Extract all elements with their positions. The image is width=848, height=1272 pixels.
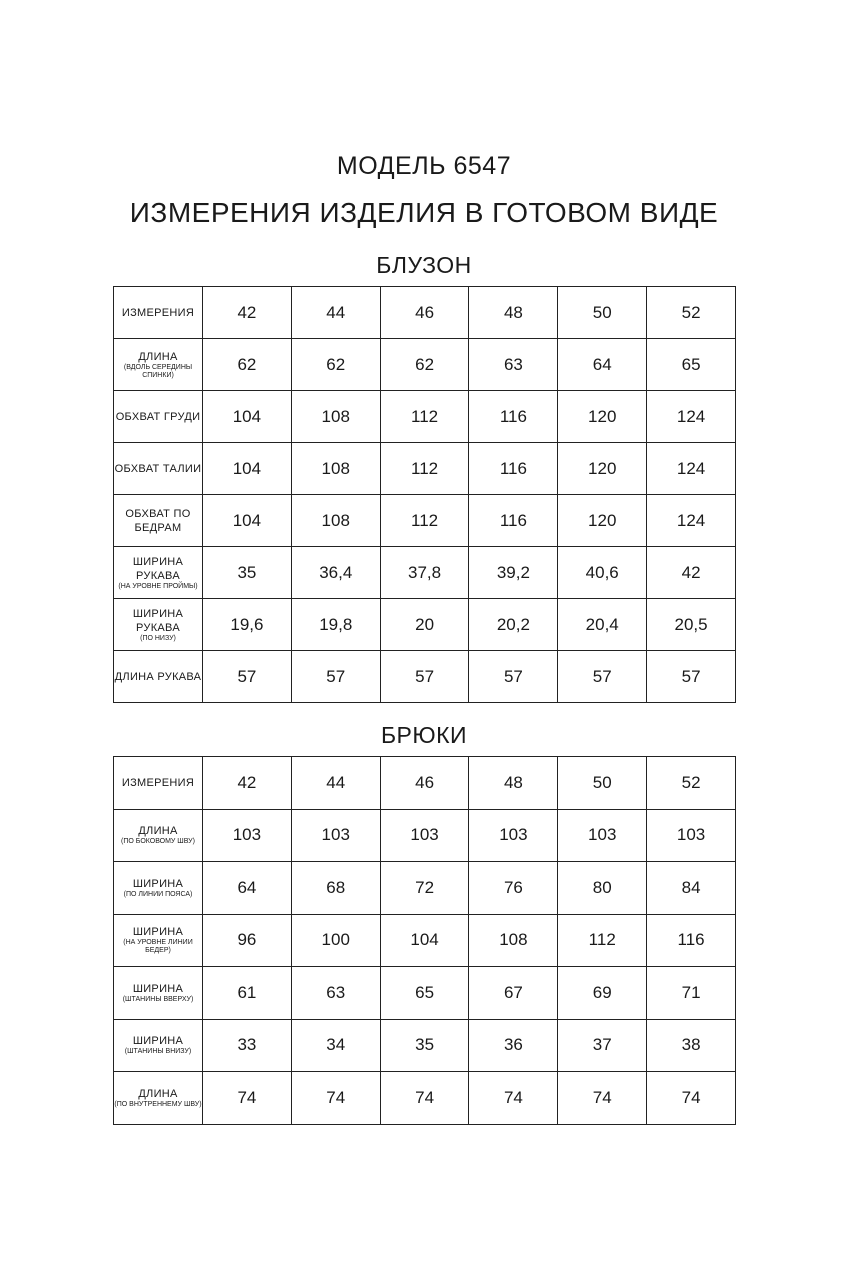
- measurement-cell: 104: [203, 443, 292, 495]
- measurement-cell: 74: [647, 1072, 736, 1125]
- row-label: [114, 809, 203, 862]
- measurement-cell: 124: [647, 391, 736, 443]
- row-label-note: (НА УРОВНЕ ПРОЙМЫ): [118, 582, 198, 590]
- table-row: [114, 339, 736, 391]
- size-header-cell: 42: [203, 287, 292, 339]
- size-header-cell: 50: [558, 287, 647, 339]
- measurement-cell: 103: [380, 809, 469, 862]
- measurement-cell: 108: [291, 495, 380, 547]
- measurement-cell: 63: [291, 967, 380, 1020]
- row-label-note: (ШТАНИНЫ ВВЕРХУ): [122, 995, 194, 1003]
- measurement-cell: 108: [469, 914, 558, 967]
- measurement-cell: 76: [469, 862, 558, 915]
- row-label: [114, 862, 203, 915]
- measurement-cell: 33: [203, 1019, 292, 1072]
- row-label: [114, 757, 203, 810]
- measurement-cell: 20: [380, 599, 469, 651]
- measurement-cell: 36: [469, 1019, 558, 1072]
- row-label: [114, 599, 203, 651]
- measurement-cell: 74: [558, 1072, 647, 1125]
- row-label: [114, 651, 203, 703]
- row-label-main: ДЛИНА: [138, 1087, 178, 1100]
- row-label-note: (ВДОЛЬ СЕРЕДИНЫ СПИНКИ): [123, 363, 193, 379]
- row-label-main: ШИРИНА: [132, 877, 184, 890]
- row-label: [114, 443, 203, 495]
- table-row: [114, 914, 736, 967]
- measurement-cell: 96: [203, 914, 292, 967]
- row-label-note: (ПО БОКОВОМУ ШВУ): [121, 838, 195, 846]
- measurement-cell: 103: [203, 809, 292, 862]
- measurement-cell: 84: [647, 862, 736, 915]
- size-header-cell: 50: [558, 757, 647, 810]
- measurement-cell: 108: [291, 391, 380, 443]
- row-label-note: (ПО НИЗУ): [140, 634, 176, 642]
- measurement-cell: 74: [380, 1072, 469, 1125]
- row-label-main: ОБХВАТ ТАЛИИ: [114, 462, 202, 475]
- row-label: [114, 391, 203, 443]
- size-header-cell: 48: [469, 757, 558, 810]
- measurement-cell: 103: [291, 809, 380, 862]
- measurement-cell: 42: [647, 547, 736, 599]
- table-row: [114, 495, 736, 547]
- measurement-cell: 62: [291, 339, 380, 391]
- measurement-cell: 38: [647, 1019, 736, 1072]
- size-header-cell: 46: [380, 287, 469, 339]
- row-label-main: ШИРИНА: [132, 926, 184, 939]
- table-row: [114, 967, 736, 1020]
- size-header-cell: 42: [203, 757, 292, 810]
- measurement-cell: 35: [203, 547, 292, 599]
- row-label-note: (ШТАНИНЫ ВНИЗУ): [124, 1048, 192, 1056]
- measurement-cell: 37,8: [380, 547, 469, 599]
- measurement-cell: 103: [647, 809, 736, 862]
- measurement-cell: 57: [469, 651, 558, 703]
- size-header-cell: 52: [647, 757, 736, 810]
- measurement-cell: 57: [558, 651, 647, 703]
- section-title-pants: БРЮКИ: [380, 722, 468, 748]
- row-label: [114, 1072, 203, 1125]
- row-label: [114, 1019, 203, 1072]
- measurement-cell: 112: [558, 914, 647, 967]
- measurement-cell: 72: [380, 862, 469, 915]
- measurement-cell: 36,4: [291, 547, 380, 599]
- measurement-cell: 120: [558, 495, 647, 547]
- blouse-size-table: [113, 286, 736, 703]
- measurement-cell: 62: [203, 339, 292, 391]
- row-label-note: (НА УРОВНЕ ЛИНИИ БЕДЕР): [123, 939, 193, 955]
- measurement-cell: 116: [469, 443, 558, 495]
- section-title-blouse: БЛУЗОН: [376, 252, 472, 278]
- row-label-main: ШИРИНА: [132, 1035, 184, 1048]
- measurement-cell: 57: [380, 651, 469, 703]
- measurement-cell: 20,4: [558, 599, 647, 651]
- row-label-note: (ПО ЛИНИИ ПОЯСА): [123, 890, 193, 898]
- measurement-cell: 37: [558, 1019, 647, 1072]
- measurement-cell: 112: [380, 443, 469, 495]
- measurement-cell: 124: [647, 495, 736, 547]
- page-title: ИЗМЕРЕНИЯ ИЗДЕЛИЯ В ГОТОВОМ ВИДЕ: [129, 197, 719, 228]
- measurement-cell: 112: [380, 391, 469, 443]
- measurement-cell: 74: [291, 1072, 380, 1125]
- measurement-cell: 116: [647, 914, 736, 967]
- table-row: [114, 651, 736, 703]
- measurement-cell: 120: [558, 391, 647, 443]
- row-label-main: ШИРИНА РУКАВА: [132, 555, 184, 582]
- table-row: [114, 757, 736, 810]
- row-label-main: ИЗМЕРЕНИЯ: [121, 776, 195, 789]
- table-row: [114, 547, 736, 599]
- size-header-cell: 46: [380, 757, 469, 810]
- measurement-cell: 39,2: [469, 547, 558, 599]
- measurement-cell: 116: [469, 391, 558, 443]
- measurement-cell: 57: [203, 651, 292, 703]
- row-label: [114, 495, 203, 547]
- row-label-main: ОБХВАТ ГРУДИ: [115, 410, 201, 423]
- measurement-cell: 100: [291, 914, 380, 967]
- measurement-cell: 69: [558, 967, 647, 1020]
- measurement-cell: 74: [203, 1072, 292, 1125]
- measurement-cell: 62: [380, 339, 469, 391]
- table-row: [114, 1072, 736, 1125]
- measurement-cell: 40,6: [558, 547, 647, 599]
- table-row: [114, 391, 736, 443]
- measurement-cell: 103: [469, 809, 558, 862]
- measurement-cell: 124: [647, 443, 736, 495]
- table-row: [114, 443, 736, 495]
- measurement-cell: 19,8: [291, 599, 380, 651]
- measurement-cell: 64: [203, 862, 292, 915]
- measurement-cell: 104: [203, 391, 292, 443]
- row-label-main: ДЛИНА: [138, 350, 178, 363]
- size-header-cell: 44: [291, 287, 380, 339]
- measurement-cell: 74: [469, 1072, 558, 1125]
- measurement-cell: 35: [380, 1019, 469, 1072]
- measurement-cell: 19,6: [203, 599, 292, 651]
- measurement-cell: 57: [291, 651, 380, 703]
- measurement-cell: 63: [469, 339, 558, 391]
- measurement-cell: 116: [469, 495, 558, 547]
- measurement-cell: 104: [380, 914, 469, 967]
- measurement-cell: 64: [558, 339, 647, 391]
- measurement-cell: 34: [291, 1019, 380, 1072]
- row-label-main: ДЛИНА: [138, 825, 178, 838]
- measurement-cell: 20,5: [647, 599, 736, 651]
- measurement-cell: 68: [291, 862, 380, 915]
- table-row: [114, 599, 736, 651]
- measurement-cell: 71: [647, 967, 736, 1020]
- measurement-cell: 104: [203, 495, 292, 547]
- measurement-cell: 120: [558, 443, 647, 495]
- measurement-cell: 108: [291, 443, 380, 495]
- measurement-cell: 112: [380, 495, 469, 547]
- row-label-main: ДЛИНА РУКАВА: [114, 670, 202, 683]
- measurement-cell: 67: [469, 967, 558, 1020]
- measurement-cell: 57: [647, 651, 736, 703]
- table-row: [114, 287, 736, 339]
- row-label: [114, 547, 203, 599]
- pants-size-table: [113, 756, 736, 1125]
- measurement-cell: 65: [380, 967, 469, 1020]
- row-label-main: ИЗМЕРЕНИЯ: [121, 306, 195, 319]
- measurement-cell: 20,2: [469, 599, 558, 651]
- table-row: [114, 1019, 736, 1072]
- size-header-cell: 52: [647, 287, 736, 339]
- model-title: МОДЕЛЬ 6547: [336, 152, 512, 180]
- measurement-cell: 80: [558, 862, 647, 915]
- size-header-cell: 48: [469, 287, 558, 339]
- row-label-main: ШИРИНА РУКАВА: [132, 607, 184, 634]
- row-label-main: ШИРИНА: [132, 982, 184, 995]
- row-label: [114, 967, 203, 1020]
- row-label-note: (ПО ВНУТРЕННЕМУ ШВУ): [114, 1100, 202, 1108]
- row-label: [114, 914, 203, 967]
- row-label: [114, 339, 203, 391]
- measurement-cell: 65: [647, 339, 736, 391]
- measurement-cell: 103: [558, 809, 647, 862]
- table-row: [114, 809, 736, 862]
- row-label: [114, 287, 203, 339]
- row-label-main: ОБХВАТ ПО БЕДРАМ: [125, 507, 191, 534]
- table-row: [114, 862, 736, 915]
- size-header-cell: 44: [291, 757, 380, 810]
- measurement-cell: 61: [203, 967, 292, 1020]
